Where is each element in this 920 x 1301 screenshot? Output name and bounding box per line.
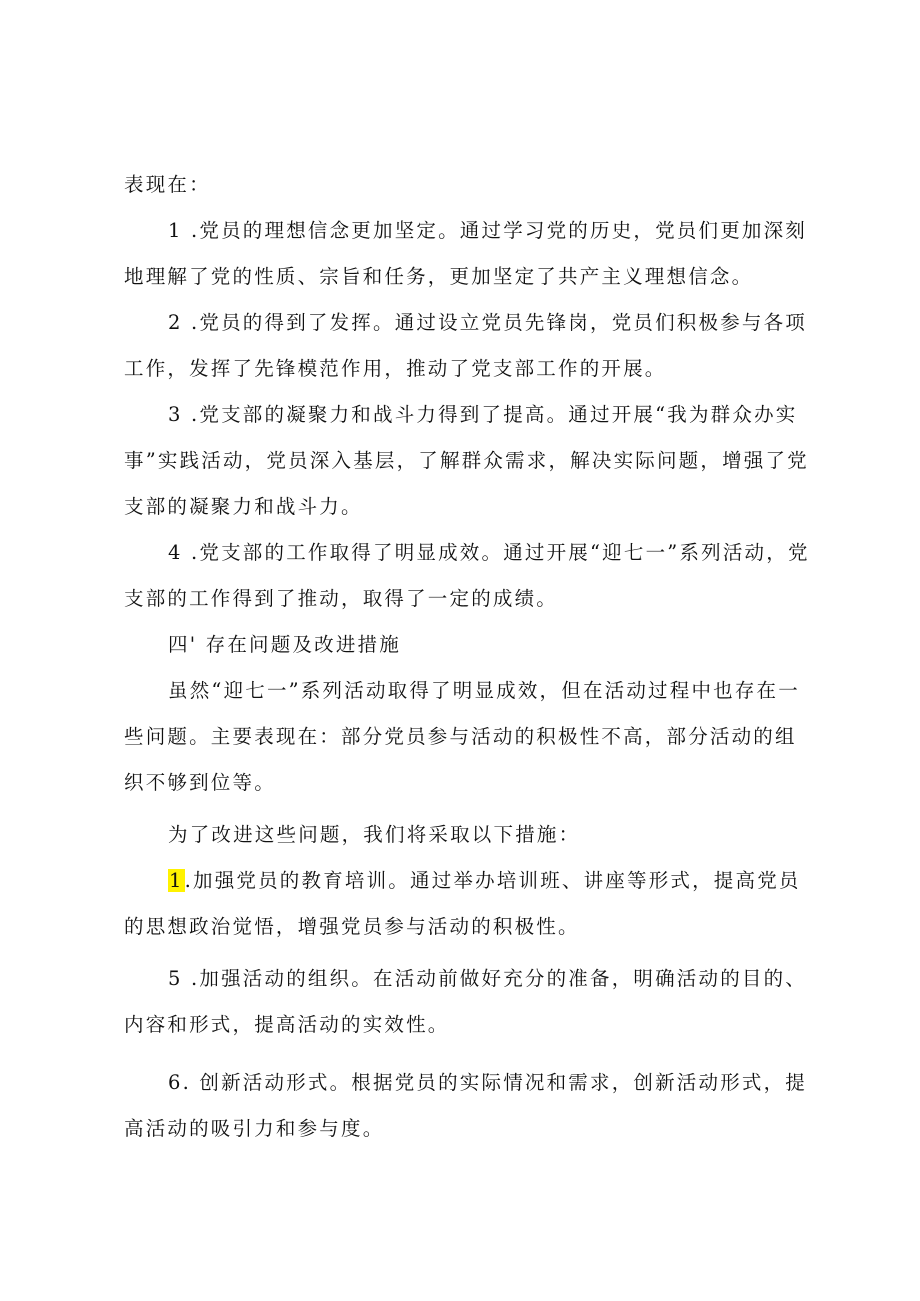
paragraph-item-3: 3 .党支部的凝聚力和战斗力得到了提高。通过开展“我为群众办实事”实践活动，党员深入基层，了解群众需求，解决实际问题，增强了党支部的凝聚力和战斗力。 [124, 403, 809, 518]
paragraph-item-4: 4 .党支部的工作取得了明显成效。通过开展“迎七一”系列活动，党支部的工作得到了推动，取得了一定的成绩。 [124, 541, 810, 610]
section-heading-problems: 四' 存在问题及改进措施 [168, 633, 401, 656]
paragraph-measure-6: 6. 创新活动形式。根据党员的实际情况和需求，创新活动形式，提高活动的吸引力和参与度。 [124, 1071, 808, 1140]
document-body [124, 162, 814, 1152]
paragraph-intro: 表现在： [124, 173, 211, 196]
paragraph-measures-intro: 为了改进这些问题，我们将采取以下措施： [168, 823, 581, 846]
paragraph-measure-1-text: .加强党员的教育培训。通过举办培训班、讲座等形式，提高党员的思想政治觉悟，增强党员参与活动的积极性。 [124, 869, 801, 938]
highlighted-number: 1 [169, 869, 184, 892]
paragraph-item-2: 2 .党员的得到了发挥。通过设立党员先锋岗，党员们积极参与各项工作，发挥了先锋模范作用，推动了党支部工作的开展。 [124, 311, 808, 380]
paragraph-measure-5: 5 .加强活动的组织。在活动前做好充分的准备，明确活动的目的、内容和形式，提高活动的实效性。 [124, 967, 808, 1036]
paragraph-measure-1 [124, 858, 814, 950]
paragraph-problems: 虽然“迎七一”系列活动取得了明显成效，但在活动过程中也存在一些问题。主要表现在：部分党员参与活动的积极性不高，部分活动的组织不够到位等。 [124, 679, 800, 794]
paragraph-item-1: 1 .党员的理想信念更加坚定。通过学习党的历史，党员们更加深刻地理解了党的性质、宗旨和任务，更加坚定了共产主义理想信念。 [124, 219, 808, 288]
